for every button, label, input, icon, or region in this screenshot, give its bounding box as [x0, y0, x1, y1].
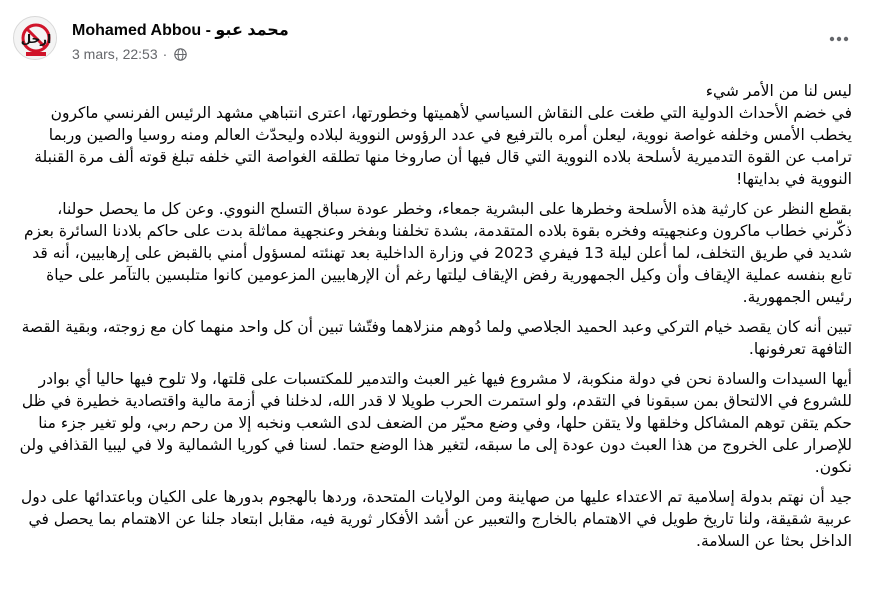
more-options-button[interactable] [822, 22, 856, 56]
globe-icon[interactable] [174, 48, 187, 61]
post-date[interactable]: 3 mars, 22:53 [72, 46, 158, 62]
avatar-text: ارحل [20, 32, 52, 46]
post-header [0, 0, 870, 76]
meta-separator: · [162, 46, 168, 62]
avatar[interactable] [13, 16, 57, 60]
post-paragraph: بقطع النظر عن كارثية هذه الأسلحة وخطرها على البشرية جمعاء، وخطر عودة سباق التسلح النووي. وعن كل ما يحصل حولنا، ذكّرني خطاب ماكرون وعنجهيته وفخره بقوة بلاده المتقدمة، بشدة تخلفنا وبفخر وعنجهية مماثلة بدت على حاكم بلادنا السائرة بعزم شديد في طريق التخلف، لما أعلن ليلة 13 فيفري 2023 في وزارة الداخلية بعد تهنئته لمسؤول أمني بالقبض على إرهابيين، أنه قد تابع بنفسه عملية الإيقاف وأن وكيل الجمهورية رفض الإيقاف ليلتها رغم أن الإرهابيين المزعومين كانوا متلبسين بالتآمر على حياة رئيس الجمهورية. [23, 200, 852, 306]
post-paragraph: في خضم الأحداث الدولية التي طغت على النقاش السياسي لأهميتها وخطورتها، اعترى انتباهي مشهد الرئيس الفرنسي ماكرون يخطب الأمس وخلفه غواصة نووية، ليعلن أمره بالترفيع في عدد الرؤوس النووية لبلاده وليحدّث العالم ومنه روسيا والصين وربما ترامب عن القوة التدميرية لأسلحة بلاده النووية التي قال فيها أن صاروخا منها تطلقه الغواصة التي خلفه تبلغ قوته ألف مرة القنبلة النووية في بدايتها! [34, 104, 852, 188]
post-body [14, 80, 852, 560]
post-paragraph: جيد أن نهتم بدولة إسلامية تم الاعتداء عليها من صهاينة ومن الولايات المتحدة، وردها بالهجوم بدورها على الكيان وباعتدائها على دول عربية شقيقة، ولنا تاريخ طويل في الاهتمام بالخارج والتعبير عن أشد الأفكار ثورية فيه، مقابل ابتعاد جلنا عن الاهتمام بما يحصل في الداخل بحثا عن السلامة. [21, 488, 852, 550]
post-paragraph: تبين أنه كان يقصد خيام التركي وعبد الحميد الجلاصي ولما دُوهم منزلاهما وفتّشا تبين أن كل واحد منهما كان مع زوجته، وبقية القصة التافهة تعرفونها. [21, 318, 852, 358]
more-options-icon [829, 36, 849, 42]
post-paragraph: أيها السيدات والسادة نحن في دولة منكوبة، لا مشروع فيها غير العبث والتدمير للمكتسبات على قلتها، ولا تلوح فيها حاليا أي بوادر للشروع في الالتحاق بمن سبقونا في التقدم، ولو استمرت الحرب طويلا لا قدر الله، لدخلنا في أزمة مالية واقتصادية خطيرة في ظل حكم يتقن توهم المشاكل وخلقها ولا يتقن حلها، وفي وضع محيّر من الضعف لدى الشعب ونخبه إلا من رحم ربي، ولو تغير جزء منا للإصرار على الخروج من هذا العبث دون عودة إلى ما سبقه، لتغير هذا الوضع حتما. لسنا في كوريا الشمالية ولا في ليبيا القذافي ولن نكون. [19, 370, 852, 476]
avatar-logo [14, 17, 57, 60]
post-paragraph: ليس لنا من الأمر شيء [705, 82, 852, 100]
post-meta [72, 46, 187, 62]
post-author[interactable]: Mohamed Abbou - محمد عبو [72, 22, 289, 39]
